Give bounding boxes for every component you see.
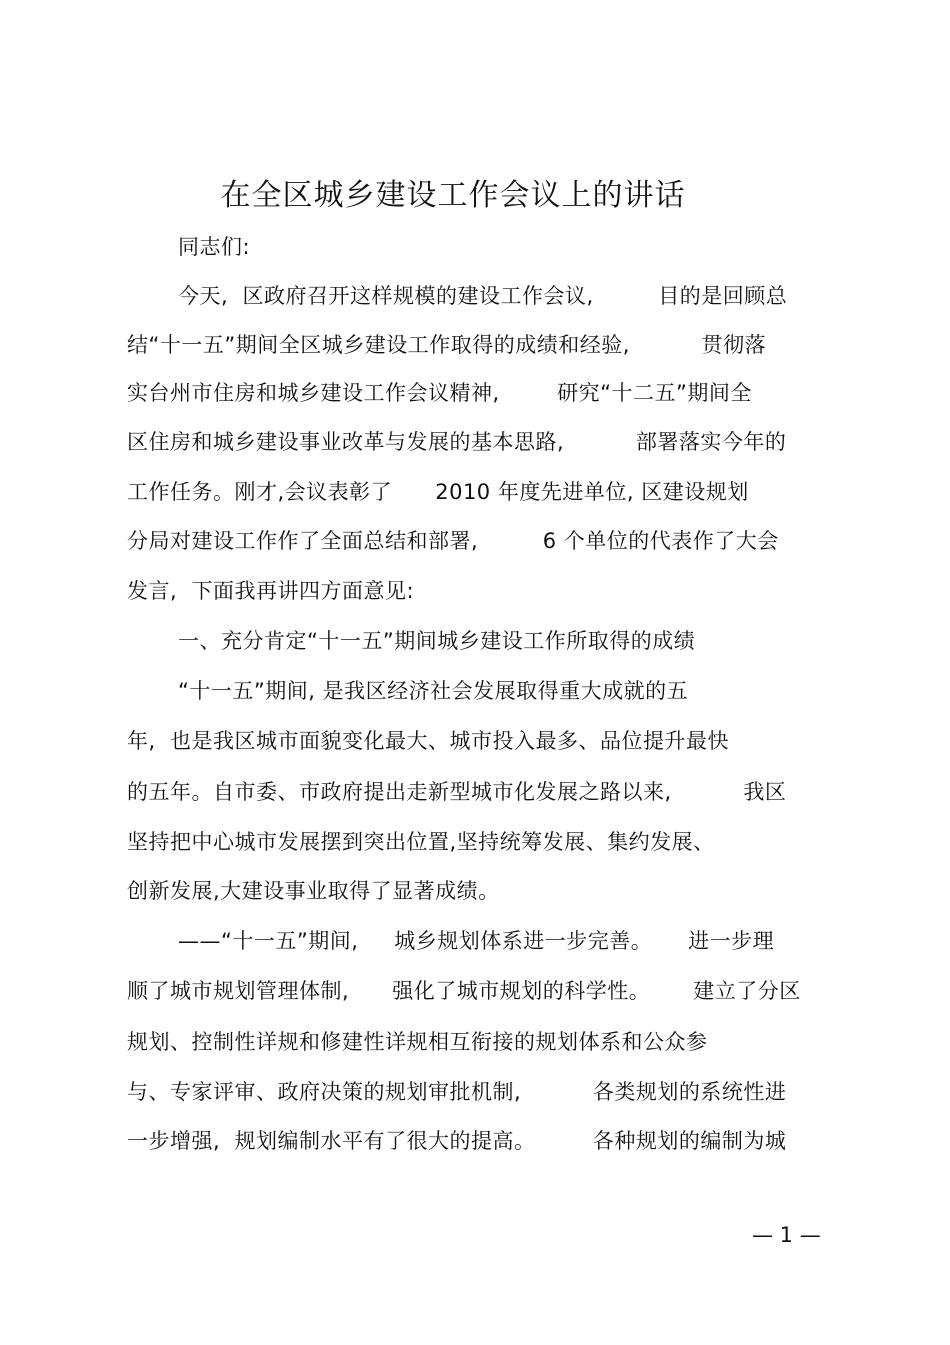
body-line: 的五年。自市委、市政府提出走新型城市化发展之路以来, 我区 — [127, 780, 787, 804]
body-line: 今天, 区政府召开这样规模的建设工作会议, 目的是回顾总 — [178, 284, 788, 308]
body-line: 规划、控制性详规和修建性详规相互衔接的规划体系和公众参 — [127, 1030, 708, 1054]
body-line: 与、专家评审、政府决策的规划审批机制, 各类规划的系统性进 — [127, 1080, 787, 1104]
body-line: “十一五”期间, 是我区经济社会发展取得重大成就的五 — [178, 679, 689, 703]
body-line: 工作任务。刚才,会议表彰了 2010 年度先进单位, 区建设规划 — [127, 480, 749, 504]
body-line: 创新发展,大建设事业取得了显著成绩。 — [127, 879, 500, 903]
salutation: 同志们: — [178, 235, 251, 259]
section-heading: 一、充分肯定“十一五”期间城乡建设工作所取得的成绩 — [178, 629, 696, 653]
body-line: ——“十一五”期间, 城乡规划体系进一步完善。 进一步理 — [178, 929, 775, 953]
body-line: 结“十一五”期间全区城乡建设工作取得的成绩和经验, 贯彻落 — [127, 333, 767, 357]
page-number: — 1 — — [752, 1223, 821, 1247]
body-line: 实台州市住房和城乡建设工作会议精神, 研究“十二五”期间全 — [127, 381, 752, 405]
body-line: 坚持把中心城市发展摆到突出位置,坚持统筹发展、集约发展、 — [127, 830, 715, 854]
body-line: 分局对建设工作作了全面总结和部署, 6 个单位的代表作了大会 — [127, 529, 779, 553]
body-line: 顺了城市规划管理体制, 强化了城市规划的科学性。 建立了分区 — [127, 979, 801, 1003]
document-title: 在全区城乡建设工作会议上的讲话 — [220, 178, 686, 213]
body-line: 区住房和城乡建设事业改革与发展的基本思路, 部署落实今年的 — [127, 430, 787, 454]
body-line: 一步增强, 规划编制水平有了很大的提高。 各种规划的编制为城 — [127, 1129, 787, 1153]
body-line: 年, 也是我区城市面貌变化最大、城市投入最多、品位提升最快 — [127, 729, 730, 753]
body-line: 发言, 下面我再讲四方面意见: — [127, 579, 415, 603]
